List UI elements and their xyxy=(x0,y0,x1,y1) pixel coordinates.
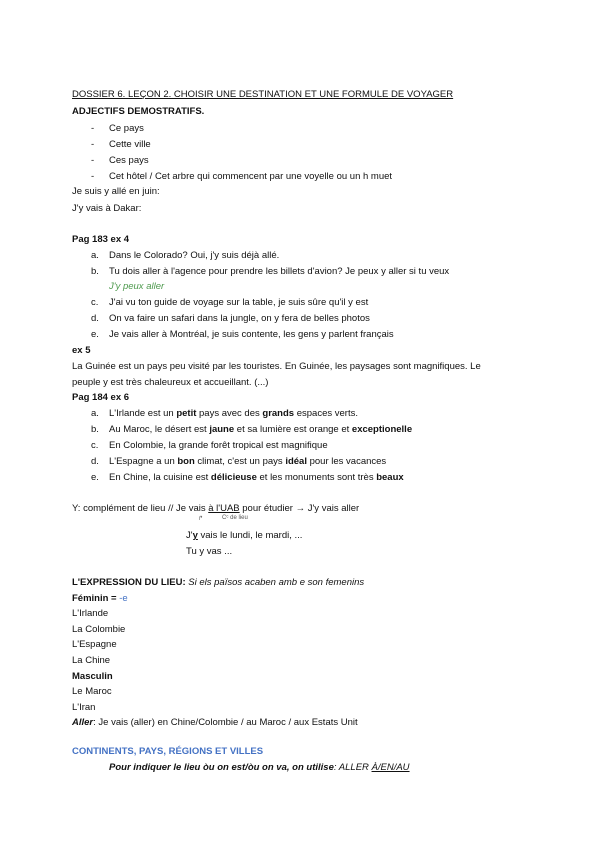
paragraph-line: La Guinée est un pays peu visité par les touristes. En Guinée, les paysages sont magnifiques. Le xyxy=(72,361,481,372)
list-item: - xyxy=(91,155,95,166)
list-marker: e. xyxy=(91,329,99,340)
list-item-text: L'Espagne a un bon climat, c'est un pays idéal pour les vacances xyxy=(109,456,387,467)
ex4-heading: Pag 183 ex 4 xyxy=(72,234,130,245)
lieu-heading: L'EXPRESSION DU LIEU: Si els països acaben amb e son femenins xyxy=(72,577,365,588)
list-marker: d. xyxy=(91,313,99,324)
list-item: L'Iran xyxy=(72,702,96,713)
list-item-text: Cet hôtel / Cet arbre qui commencent par une voyelle ou un h muet xyxy=(109,171,393,182)
list-item-text: Je vais aller à Montréal, je suis contente, les gens y parlent français xyxy=(109,329,394,340)
list-item-text: Ces pays xyxy=(109,155,149,166)
example-line: Tu y vas ... xyxy=(186,546,233,557)
aller-line: Aller: Je vais (aller) en Chine/Colombie / au Maroc / aux Estats Unit xyxy=(72,717,358,728)
list-item-text: On va faire un safari dans la jungle, on y fera de belles photos xyxy=(109,313,370,324)
list-marker: a. xyxy=(91,408,99,419)
ex6-heading: Pag 184 ex 6 xyxy=(72,392,130,403)
handwritten-answer: J'y peux aller xyxy=(109,281,165,292)
masculin-label: Masculin xyxy=(72,671,113,682)
y-definition: Y: complément de lieu // Je vais à l'UAB pour étudier → J'y vais aller xyxy=(72,503,360,514)
list-item: L'Espagne xyxy=(72,639,117,650)
page-title: DOSSIER 6. LEÇON 2. CHOISIR UNE DESTINATION ET UNE FORMULE DE VOYAGER xyxy=(72,89,454,100)
list-item-text: Dans le Colorado? Oui, j'y suis déjà allé. xyxy=(109,250,280,261)
list-marker: e. xyxy=(91,472,99,483)
list-item-text: Cette ville xyxy=(109,139,151,150)
continents-subheading: Pour indiquer le lieu òu on est/òu on va, on utilise: ALLER À/EN/AU xyxy=(109,762,410,773)
ex5-heading: ex 5 xyxy=(72,345,91,356)
list-marker: b. xyxy=(91,266,99,277)
adjectifs-heading: ADJECTIFS DEMOSTRATIFS. xyxy=(72,106,205,117)
list-marker: c. xyxy=(91,297,99,308)
list-item-text: En Colombie, la grande forêt tropical est magnifique xyxy=(109,440,328,451)
list-marker: b. xyxy=(91,424,99,435)
list-item: L'Irlande xyxy=(72,608,109,619)
example-line: Je suis y allé en juin: xyxy=(72,186,160,197)
list-item-text: Ce pays xyxy=(109,123,144,134)
example-line: J'y vais à Dakar: xyxy=(72,203,142,214)
list-item: Le Maroc xyxy=(72,686,112,697)
list-item-text: J'ai vu ton guide de voyage sur la table, je suis sûre qu'il y est xyxy=(109,297,369,308)
list-marker: a. xyxy=(91,250,99,261)
list-marker: c. xyxy=(91,440,99,451)
feminin-label: Féminin = -e xyxy=(72,593,128,604)
paragraph-line: peuple y est très chaleureux et accueillant. (...) xyxy=(72,377,269,388)
list-item: La Chine xyxy=(72,655,111,666)
list-item-text: En Chine, la cuisine est délicieuse et les monuments sont très beaux xyxy=(109,472,404,483)
annotation-arrow-icon: ↱ xyxy=(198,516,204,522)
list-item: La Colombie xyxy=(72,624,126,635)
continents-heading: CONTINENTS, PAYS, RÉGIONS ET VILLES xyxy=(72,746,264,757)
list-item-text: L'Irlande est un petit pays avec des grands espaces verts. xyxy=(109,408,358,419)
list-item-text: Tu dois aller à l'agence pour prendre les billets d'avion? Je peux y aller si tu veux xyxy=(109,266,450,277)
list-marker: d. xyxy=(91,456,99,467)
list-item: - xyxy=(91,139,95,150)
handwritten-note: Cᶜ de lieu xyxy=(222,515,248,521)
list-item: - xyxy=(91,171,95,182)
example-line: J'y vais le lundi, le mardi, ... xyxy=(186,530,303,541)
list-item-text: Au Maroc, le désert est jaune et sa lumière est orange et exceptionelle xyxy=(109,424,413,435)
list-item: - xyxy=(91,123,95,134)
